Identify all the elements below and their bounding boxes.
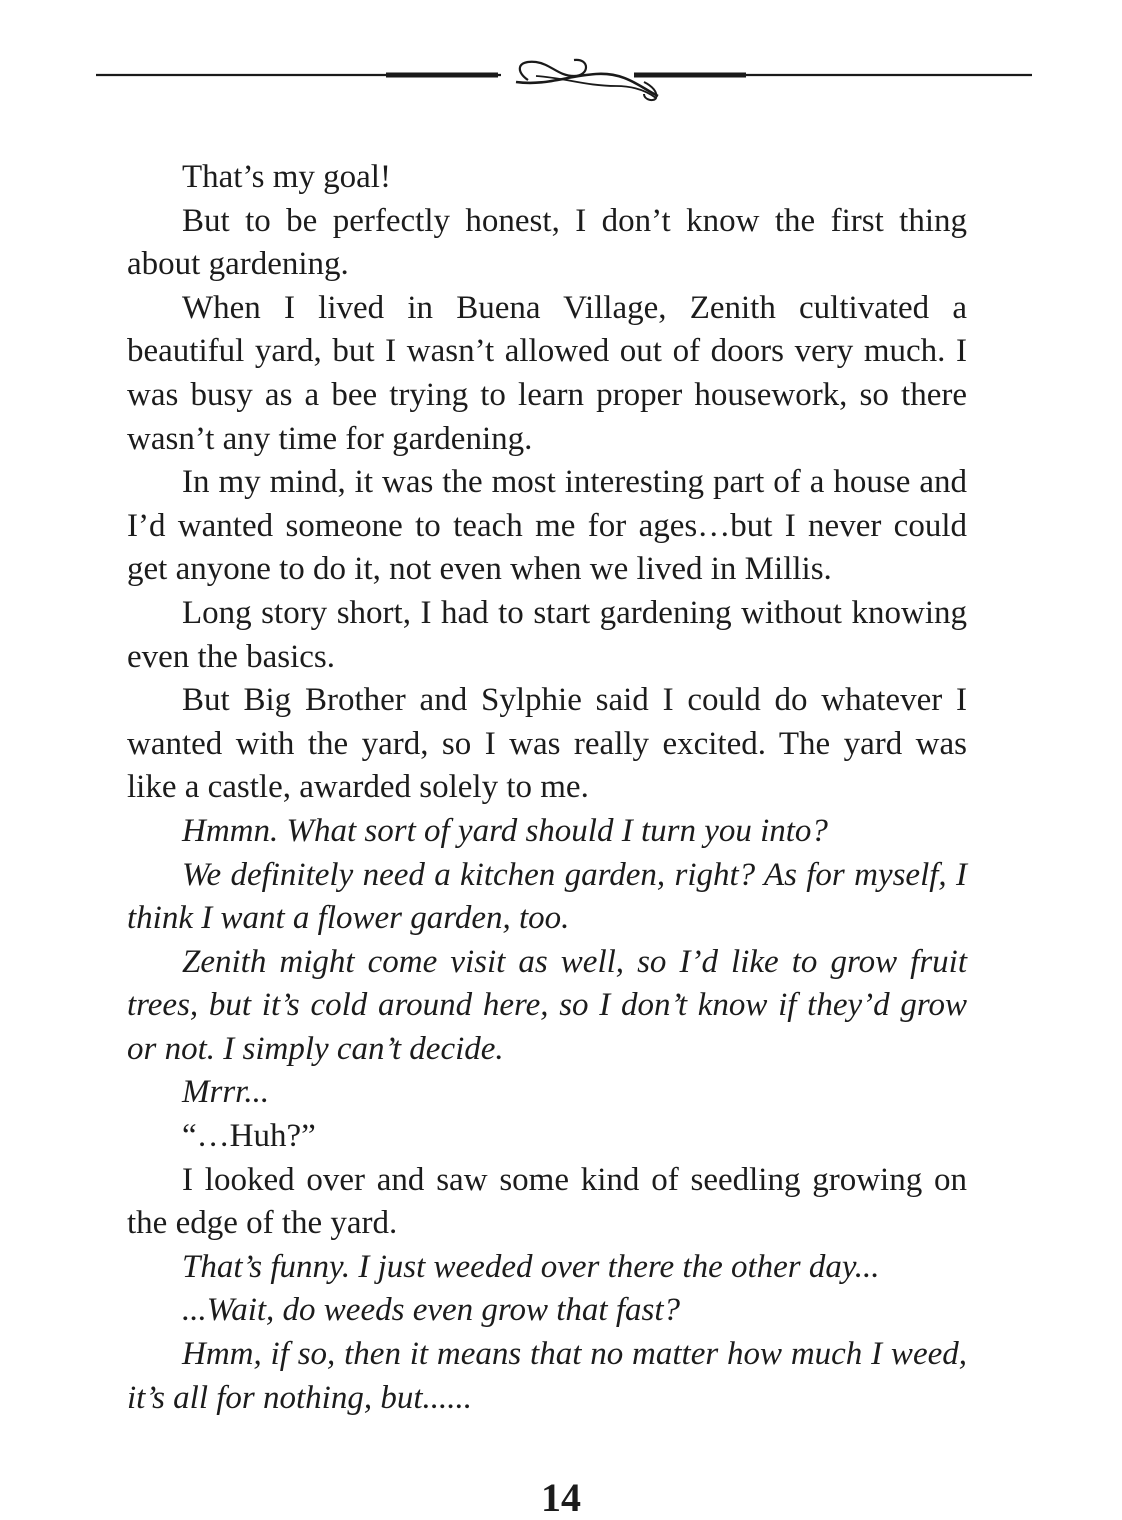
- italic-paragraph: We definitely need a kitchen garden, right? As for myself, I think I want a flower garden, too.: [127, 856, 967, 937]
- paragraph: When I lived in Buena Village, Zenith cultivated a beautiful yard, but I wasn’t allowed out of doors very much. I was busy as a bee trying to learn proper housework, so there wasn’t any time for gardening.: [127, 289, 967, 457]
- paragraph: That’s my goal!: [182, 159, 391, 195]
- paragraph: But to be perfectly honest, I don’t know the first thing about gardening.: [127, 202, 967, 283]
- italic-paragraph: ...Wait, do weeds even grow that fast?: [182, 1292, 681, 1329]
- italic-paragraph: That’s funny. I just weeded over there the other day...: [182, 1248, 880, 1285]
- paragraph: “…Huh?”: [182, 1118, 316, 1155]
- paragraph: In my mind, it was the most interesting part of a house and I’d wanted someone to teach me for ages…but I never could get anyone to do it, not even when we lived in Millis.: [127, 464, 967, 588]
- paragraph: I looked over and saw some kind of seedling growing on the edge of the yard.: [127, 1161, 967, 1242]
- italic-paragraph: Zenith might come visit as well, so I’d like to grow fruit trees, but it’s cold around here, so I don’t know if they’d grow or not. I simply can’t decide.: [127, 943, 967, 1067]
- paragraph: Long story short, I had to start gardening without knowing even the basics.: [127, 594, 967, 675]
- flourish-divider-icon: [96, 52, 1032, 102]
- italic-paragraph: Hmm, if so, then it means that no matter how much I weed, it’s all for nothing, but......: [127, 1336, 967, 1416]
- paragraph: But Big Brother and Sylphie said I could do whatever I wanted with the yard, so I was really excited. The yard was like a castle, awarded solely to me.: [127, 682, 967, 806]
- italic-paragraph: Hmmn. What sort of yard should I turn you into?: [182, 812, 828, 849]
- body-text: [127, 156, 967, 1420]
- italic-paragraph: Mrrr...: [182, 1074, 270, 1111]
- page-number: 14: [541, 1475, 581, 1520]
